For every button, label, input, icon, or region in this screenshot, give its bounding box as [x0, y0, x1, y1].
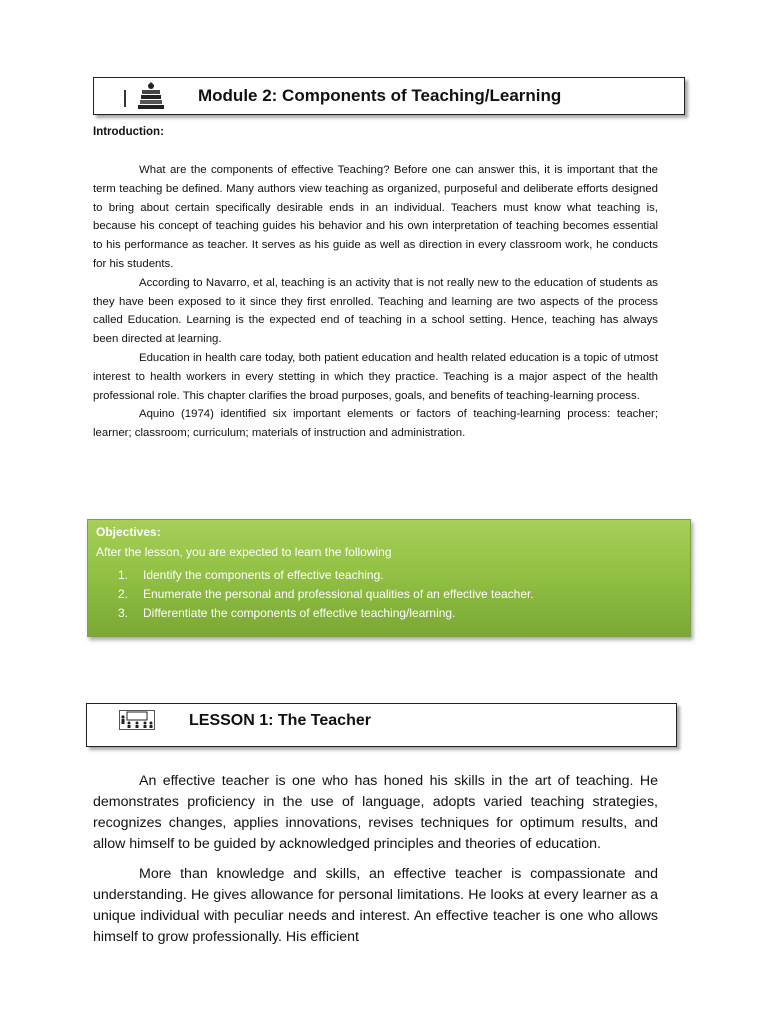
- objective-number: 3.: [118, 606, 129, 620]
- intro-paragraph: Education in health care today, both patient education and health related education is a topic of utmost interest to health workers in every stetting in which they practice. Teaching is a major aspect of the health professional role. This chapter clarifies the broad purposes, goals, and benefits of teaching-learning process.: [93, 351, 658, 402]
- objective-item: [118, 585, 534, 604]
- objective-item: [118, 566, 534, 585]
- module-header: [93, 77, 685, 115]
- lesson-paragraph: An effective teacher is one who has honed his skills in the art of teaching. He demonstrates proficiency in the use of language, adopts varied teaching strategies, recognizes changes, applies innovations, revises techniques for optimum results, and allow himself to be guided by acknowledged principles and theories of education.: [93, 773, 658, 852]
- intro-paragraph: What are the components of effective Teaching? Before one can answer this, it is important that the term teaching be defined. Many authors view teaching as organized, purposeful and deliberate efforts designed to bring about certain specifically desirable ends in an individual. Teachers must know what teaching is, because his concept of teaching guides his behavior and his own interpretation of teaching becomes essential to his performance as teacher. It serves as his guide as well as direction in every classroom work, he conducts for his students.: [93, 164, 658, 270]
- lesson-title: LESSON 1: The Teacher: [189, 712, 371, 729]
- intro-paragraph: Aquino (1974) identified six important elements or factors of teaching-learning process: teacher; learner; classroom; curriculum; materials of instruction and administration.: [93, 408, 658, 440]
- objective-text: Enumerate the personal and professional qualities of an effective teacher.: [143, 587, 534, 601]
- intro-paragraph: According to Navarro, et al, teaching is an activity that is not really new to the education of students as they have been exposed to it since they first enrolled. Teaching and learning are two aspects of the process called Education. Learning is the expected end of teaching in a school setting. Hence, teaching has always been directed at learning.: [93, 276, 658, 346]
- objectives-box: [87, 519, 691, 637]
- objectives-list: [118, 566, 534, 623]
- introduction-body: [93, 161, 658, 443]
- classroom-icon: [119, 710, 155, 730]
- objectives-title: Objectives:: [96, 525, 161, 539]
- lesson-paragraph: More than knowledge and skills, an effective teacher is compassionate and understanding. He gives allowance for personal limitations. He looks at every learner as a unique individual with peculiar needs and interest. An effective teacher is one who allows himself to grow professionally. His efficient: [93, 866, 658, 945]
- objective-text: Differentiate the components of effective teaching/learning.: [143, 606, 456, 620]
- lesson-body: [93, 771, 658, 957]
- introduction-heading: Introduction:: [93, 126, 164, 138]
- objective-number: 1.: [118, 568, 129, 582]
- lesson-header: [86, 703, 677, 747]
- books-with-apple-icon: [124, 82, 166, 110]
- objectives-lead: After the lesson, you are expected to learn the following: [96, 545, 392, 559]
- module-title: Module 2: Components of Teaching/Learning: [198, 86, 562, 105]
- objective-item: [118, 604, 534, 623]
- objective-number: 2.: [118, 587, 129, 601]
- objective-text: Identify the components of effective teaching.: [143, 568, 384, 582]
